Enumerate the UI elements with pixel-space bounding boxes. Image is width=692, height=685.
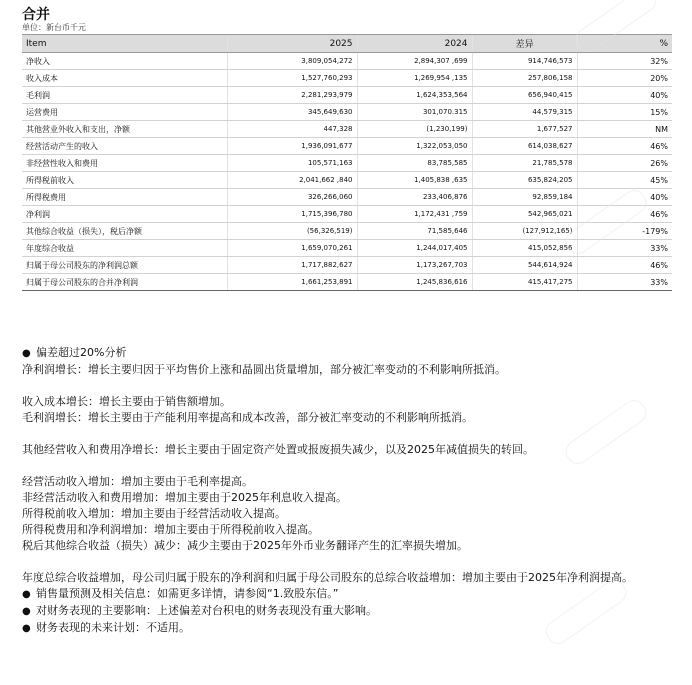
cell-2025: 2,041,662 ,840 — [227, 172, 357, 189]
cell-percent: 33% — [577, 274, 672, 291]
row-item-name: 运营费用 — [22, 104, 227, 121]
cell-2024: 1,269,954 ,135 — [357, 70, 472, 87]
cell-difference: 1,677,527 — [472, 121, 577, 138]
row-item-name: 所得税费用 — [22, 189, 227, 206]
row-item-name: 毛利润 — [22, 87, 227, 104]
row-item-name: 净收入 — [22, 53, 227, 70]
cell-percent: NM — [577, 121, 672, 138]
cell-2025: 326,266,060 — [227, 189, 357, 206]
cell-difference: 44,579,315 — [472, 104, 577, 121]
row-item-name: 其他营业外收入和支出，净额 — [22, 121, 227, 138]
cell-2025: 345,649,630 — [227, 104, 357, 121]
table-row — [22, 155, 672, 172]
table-row — [22, 189, 672, 206]
cell-2024: 71,585,646 — [357, 223, 472, 240]
cell-2024: 83,785,585 — [357, 155, 472, 172]
cell-2025: 1,717,882,627 — [227, 257, 357, 274]
header-item: Item — [22, 35, 227, 53]
cell-2024: 233,406,876 — [357, 189, 472, 206]
cell-2025: 105,571,163 — [227, 155, 357, 172]
paragraph-total: 年度总综合收益增加，母公司归属于股东的净利润和归属于母公司股东的总综合收益增加：增加主要由于2025年净利润提高。 — [22, 571, 633, 584]
bullet-sales — [22, 586, 672, 603]
cell-percent: 46% — [577, 206, 672, 223]
page-title: 合并 — [22, 7, 50, 23]
cell-percent: 33% — [577, 240, 672, 257]
row-item-name: 收入成本 — [22, 70, 227, 87]
analysis-section — [22, 345, 672, 637]
table-row — [22, 274, 672, 291]
cell-difference: 914,746,573 — [472, 53, 577, 70]
paragraph-other-income: 其他经营收入和费用净增长：增长主要由于固定资产处置或报废损失减少，以及2025年减值损失的转回。 — [22, 443, 534, 456]
cell-difference: 635,824,205 — [472, 172, 577, 189]
cell-2024: 1,244,017,405 — [357, 240, 472, 257]
cell-2024: 1,172,431 ,759 — [357, 206, 472, 223]
bullet-icon: ● — [22, 623, 31, 634]
header-difference: 差异 — [472, 35, 577, 53]
cell-percent: 40% — [577, 189, 672, 206]
cell-2025: 1,659,070,261 — [227, 240, 357, 257]
unit-note: 单位：新台币千元 — [22, 23, 86, 32]
cell-percent: 46% — [577, 257, 672, 274]
cell-percent: 20% — [577, 70, 672, 87]
cell-difference: 542,965,021 — [472, 206, 577, 223]
cell-percent: -179% — [577, 223, 672, 240]
paragraph-gross: 毛利润增长：增长主要由于产能利用率提高和成本改善，部分被汇率变动的不利影响所抵消。 — [22, 411, 473, 424]
table-row — [22, 53, 672, 70]
cell-difference: 257,806,158 — [472, 70, 577, 87]
table-row — [22, 257, 672, 274]
row-item-name: 年度综合收益 — [22, 240, 227, 257]
cell-difference: 544,614,924 — [472, 257, 577, 274]
cell-2024: 1,322,053,050 — [357, 138, 472, 155]
table-body — [22, 53, 672, 291]
cell-2024: 1,245,836,616 — [357, 274, 472, 291]
row-item-name: 经营活动产生的收入 — [22, 138, 227, 155]
cell-percent: 15% — [577, 104, 672, 121]
cell-2024: 1,173,267,703 — [357, 257, 472, 274]
paragraph-net-profit: 净利润增长：增长主要归因于平均售价上涨和晶圆出货量增加，部分被汇率变动的不利影响所抵消。 — [22, 363, 506, 376]
row-item-name: 归属于母公司股东的合并净利润 — [22, 274, 227, 291]
header-2024: 2024 — [357, 35, 472, 53]
row-item-name: 归属于母公司股东的净利润总额 — [22, 257, 227, 274]
analysis-heading-text: 偏差超过20%分析 — [36, 346, 127, 359]
cell-difference: 415,052,856 — [472, 240, 577, 257]
table-row — [22, 172, 672, 189]
cell-2025: 1,527,760,293 — [227, 70, 357, 87]
bullet-icon: ● — [22, 348, 31, 359]
row-item-name: 净利润 — [22, 206, 227, 223]
cell-2024: (1,230,199) — [357, 121, 472, 138]
paragraph-pretax: 所得税前收入增加：增加主要由于经营活动收入提高。 — [22, 507, 286, 520]
cell-2025: 1,715,396,780 — [227, 206, 357, 223]
cell-difference: 415,417,275 — [472, 274, 577, 291]
bullet-plan-text: 财务表现的未来计划：不适用。 — [36, 621, 190, 634]
row-item-name: 其他综合收益（损失），税后净额 — [22, 223, 227, 240]
cell-percent: 40% — [577, 87, 672, 104]
paragraph-oci: 税后其他综合收益（损失）减少：减少主要由于2025年外币业务翻译产生的汇率损失增加。 — [22, 539, 468, 552]
table-row — [22, 104, 672, 121]
paragraph-non-operating: 非经营活动收入和费用增加：增加主要由于2025年利息收入提高。 — [22, 491, 347, 504]
table-row — [22, 70, 672, 87]
row-item-name: 非经营性收入和费用 — [22, 155, 227, 172]
cell-difference: (127,912,165) — [472, 223, 577, 240]
table-row — [22, 121, 672, 138]
row-item-name: 所得税前收入 — [22, 172, 227, 189]
bullet-impact-text: 对财务表现的主要影响：上述偏差对台积电的财务表现没有重大影响。 — [36, 604, 377, 617]
bullet-icon: ● — [22, 589, 31, 600]
cell-percent: 45% — [577, 172, 672, 189]
cell-difference: 614,038,627 — [472, 138, 577, 155]
cell-percent: 32% — [577, 53, 672, 70]
cell-difference: 656,940,415 — [472, 87, 577, 104]
table-row — [22, 138, 672, 155]
cell-2024: 1,624,353,564 — [357, 87, 472, 104]
cell-2025: 447,328 — [227, 121, 357, 138]
cell-2025: 1,936,091,677 — [227, 138, 357, 155]
cell-2025: (56,326,519) — [227, 223, 357, 240]
cell-percent: 26% — [577, 155, 672, 172]
cell-difference: 92,859,184 — [472, 189, 577, 206]
cell-2024: 1,405,838 ,635 — [357, 172, 472, 189]
paragraph-cost: 收入成本增长：增长主要由于销售额增加。 — [22, 395, 231, 408]
header-2025: 2025 — [227, 35, 357, 53]
bullet-sales-text: 销售量预测及相关信息：如需更多详情，请参阅“1.致股东信。” — [36, 587, 339, 600]
table-row — [22, 206, 672, 223]
cell-2025: 1,661,253,891 — [227, 274, 357, 291]
table-row — [22, 87, 672, 104]
cell-2024: 301,070.315 — [357, 104, 472, 121]
header-percent: % — [577, 35, 672, 53]
bullet-icon: ● — [22, 606, 31, 617]
cell-2025: 3,809,054,272 — [227, 53, 357, 70]
paragraph-operating-income: 经营活动收入增加：增加主要由于毛利率提高。 — [22, 475, 253, 488]
cell-2024: 2,894,307 ,699 — [357, 53, 472, 70]
cell-percent: 46% — [577, 138, 672, 155]
analysis-heading — [22, 345, 672, 362]
paragraph-tax: 所得税费用和净利润增加：增加主要由于所得税前收入提高。 — [22, 523, 319, 536]
cell-2025: 2,281,293,979 — [227, 87, 357, 104]
cell-difference: 21,785,578 — [472, 155, 577, 172]
